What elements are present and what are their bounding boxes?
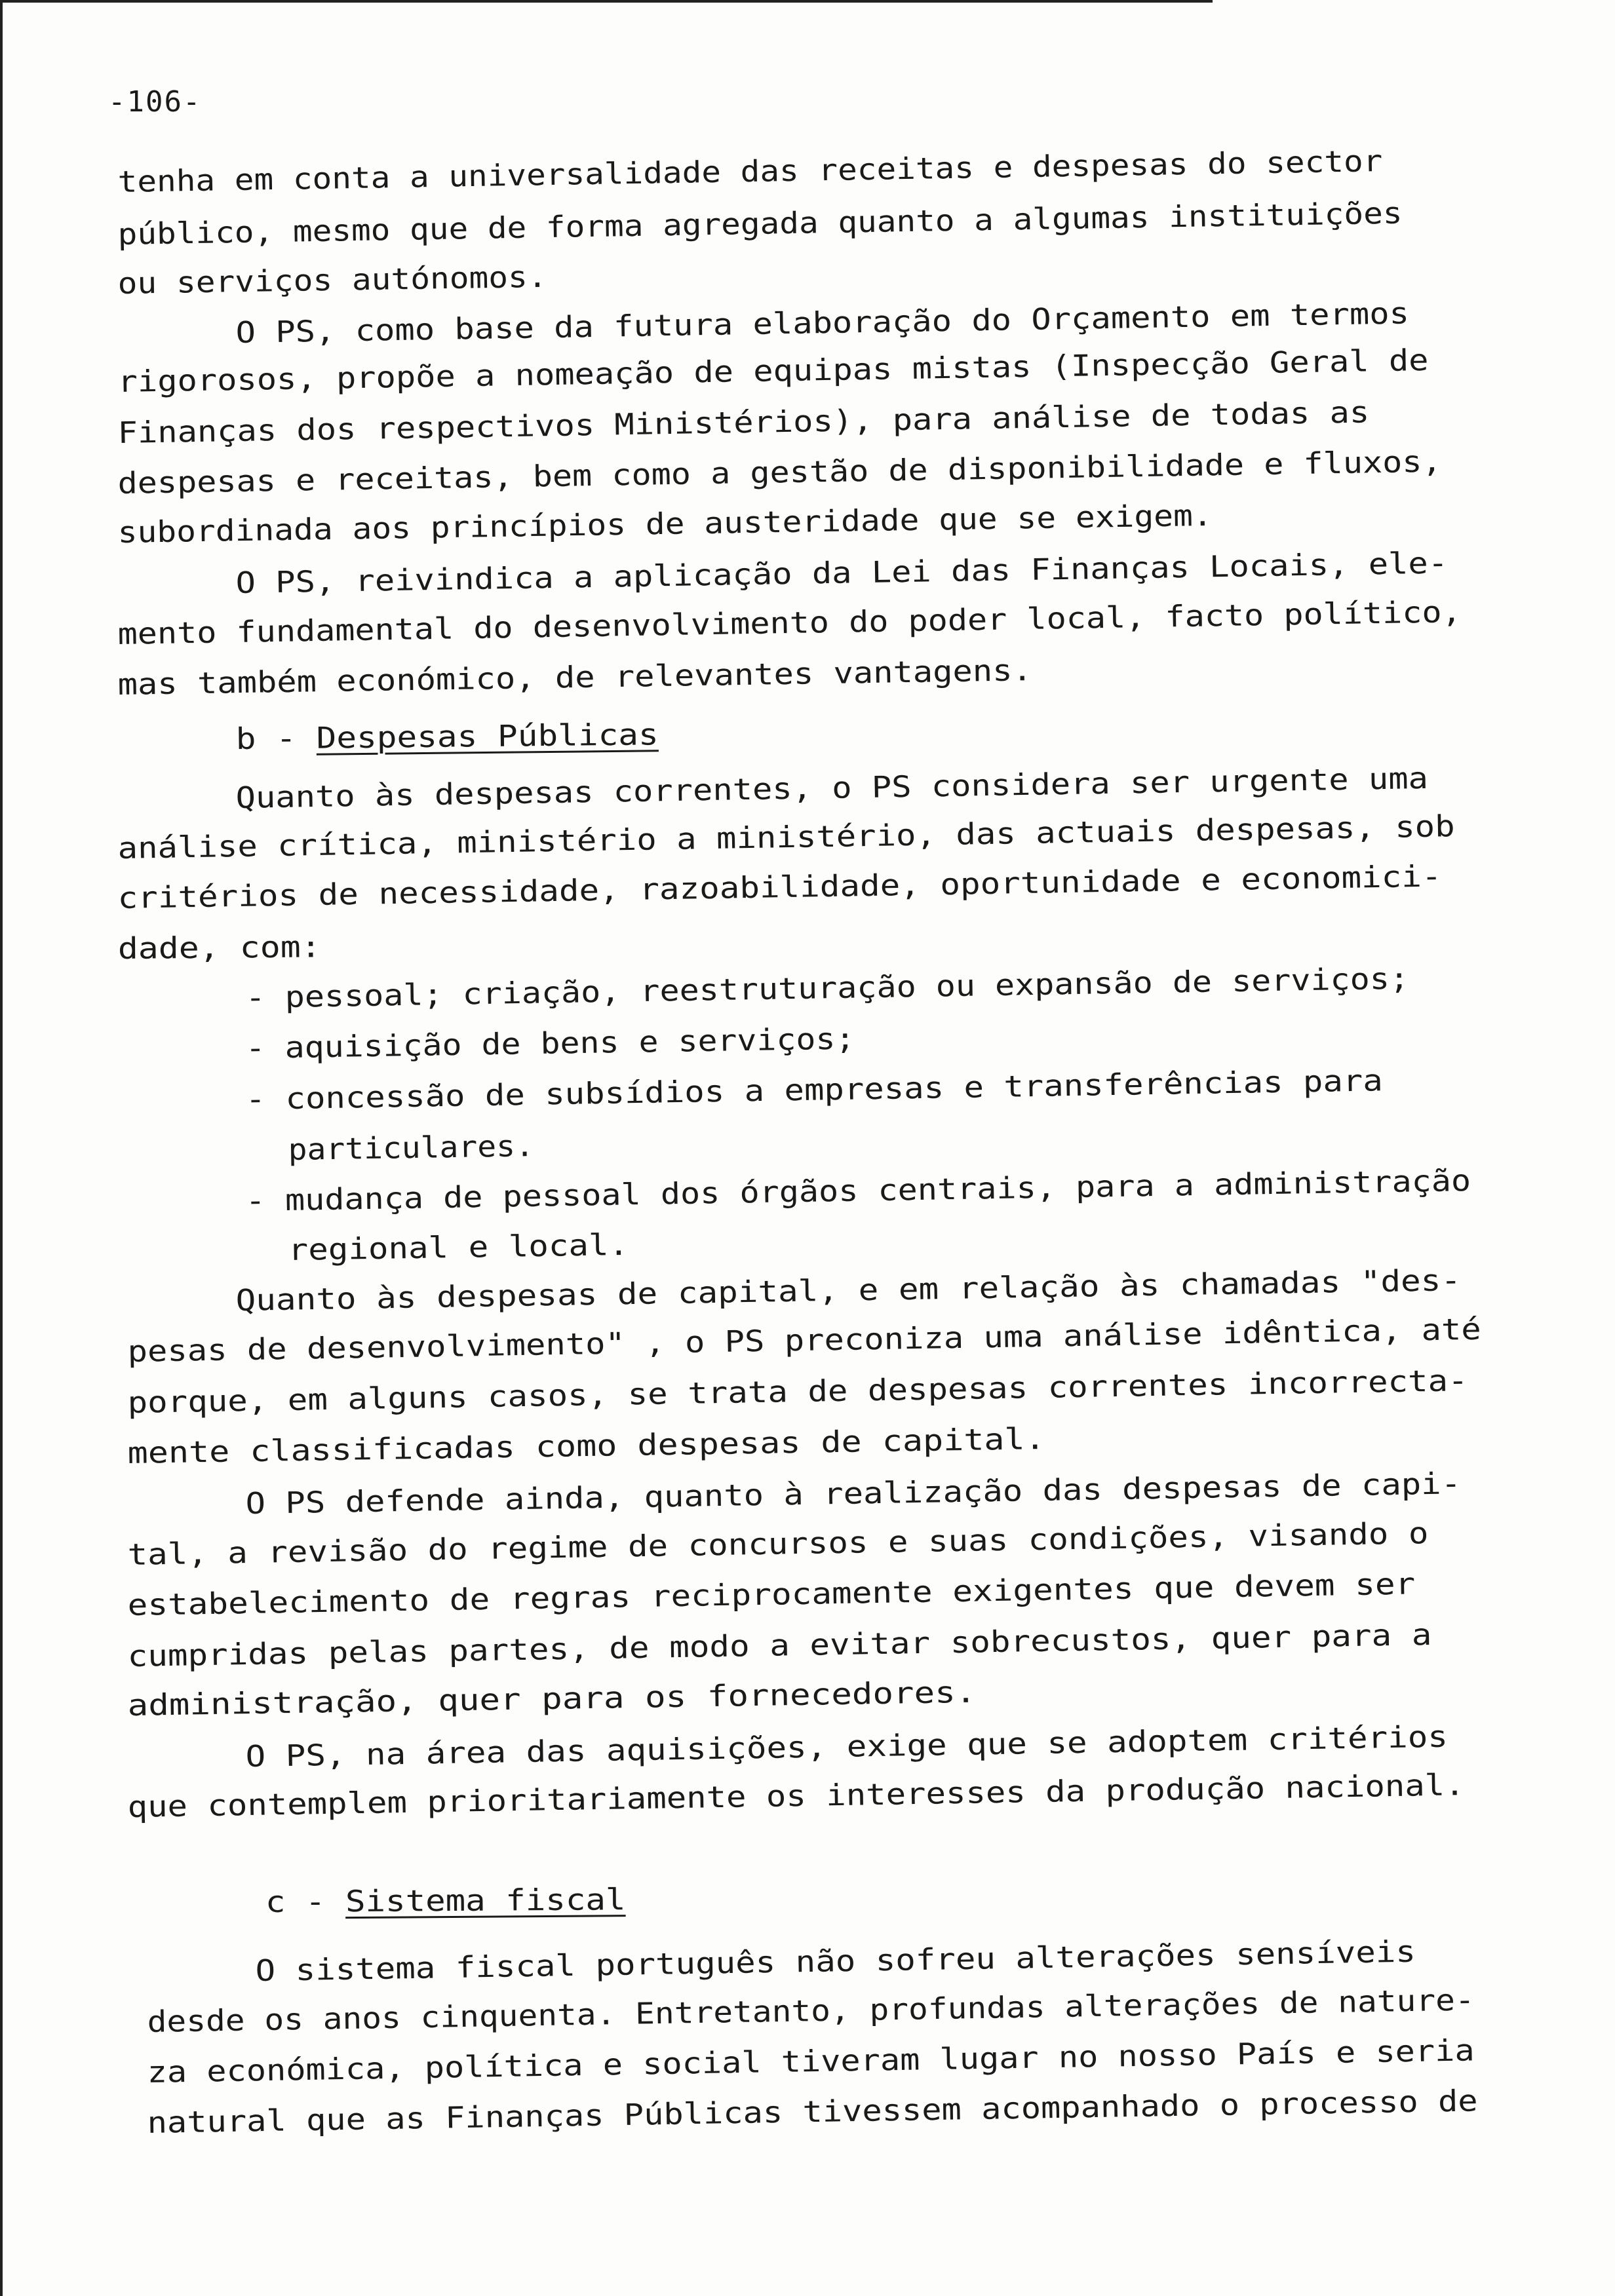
text-line: Finanças dos respectivos Ministérios), para análise de todas as [117, 394, 1370, 450]
text-line: O sistema fiscal português não sofreu alterações sensíveis [255, 1934, 1416, 1988]
text-line: O PS, reivindica a aplicação da Lei das Finanças Locais, ele- [235, 545, 1449, 600]
text-line: natural que as Finanças Públicas tivessem acompanhado o processo de [147, 2083, 1478, 2140]
text-line: - concessão de subsídios a empresas e transferências para [245, 1063, 1384, 1117]
text-line: desde os anos cinquenta. Entretanto, profundas alterações de nature- [147, 1982, 1475, 2039]
text-line: Quanto às despesas correntes, o PS considera ser urgente uma [235, 760, 1429, 815]
text-line: - mudança de pessoal dos órgãos centrais, para a administração [245, 1163, 1471, 1218]
text-line: análise crítica, ministério a ministério, das actuais despesas, sob [117, 809, 1455, 866]
text-line: estabelecimento de regras reciprocamente exigentes que devem ser [127, 1566, 1416, 1622]
text-line: cumpridas pelas partes, de modo a evitar sobrecustos, quer para a [127, 1617, 1432, 1674]
text-line: que contemplem prioritariamente os interesses da produção nacional. [127, 1767, 1465, 1824]
text-line: subordinada aos princípios de austeridade que se exigem. [117, 497, 1213, 550]
text-line: Quanto às despesas de capital, e em relação às chamadas "des- [235, 1263, 1462, 1318]
text-line: tenha em conta a universalidade das receitas e despesas do sector [117, 144, 1383, 199]
text-line: rigorosos, propõe a nomeação de equipas mistas (Inspecção Geral de [117, 342, 1429, 399]
text-line: O PS, como base da futura elaboração do Orçamento em termos [235, 296, 1410, 350]
text-line: público, mesmo que de forma agregada quanto a algumas instituições [117, 195, 1403, 252]
text-line: regional e local. [288, 1227, 629, 1267]
text-line: tal, a revisão do regime de concursos e suas condições, visando o [127, 1516, 1429, 1572]
text-line: critérios de necessidade, razoabilidade, oportunidade e economici- [117, 858, 1442, 915]
scan-edge-top [0, 0, 1213, 3]
section-heading: b - Despesas Públicas [235, 717, 659, 756]
text-line: O PS defende ainda, quanto à realização das despesas de capi- [245, 1466, 1462, 1521]
text-line: particulares. [288, 1128, 535, 1167]
section-heading: c - Sistema fiscal [265, 1882, 626, 1919]
text-line: za económica, política e social tiveram lugar no nosso País e seria [147, 2033, 1475, 2090]
text-line: despesas e receitas, bem como a gestão de disponibilidade e fluxos, [117, 444, 1442, 501]
text-line: administração, quer para os fornecedores. [127, 1674, 977, 1723]
text-line: pesas de desenvolvimento" , o PS preconiza uma análise idêntica, até [127, 1311, 1482, 1369]
text-line: dade, com: [117, 929, 321, 966]
page-number: -106- [108, 85, 202, 119]
text-line: mento fundamental do desenvolvimento do poder local, facto político, [117, 594, 1462, 651]
text-line: - pessoal; criação, reestruturação ou expansão de serviços; [245, 961, 1410, 1015]
text-line: porque, em alguns casos, se trata de despesas correntes incorrecta- [127, 1363, 1468, 1420]
text-line: - aquisição de bens e serviços; [245, 1021, 855, 1065]
scan-edge-left [0, 0, 3, 2296]
text-line: mente classificadas como despesas de capital. [127, 1421, 1046, 1470]
text-line: O PS, na área das aquisições, exige que se adoptem critérios [245, 1719, 1449, 1774]
text-line: ou serviços autónomos. [117, 259, 548, 301]
text-line: mas também económico, de relevantes vantagens. [117, 653, 1033, 702]
